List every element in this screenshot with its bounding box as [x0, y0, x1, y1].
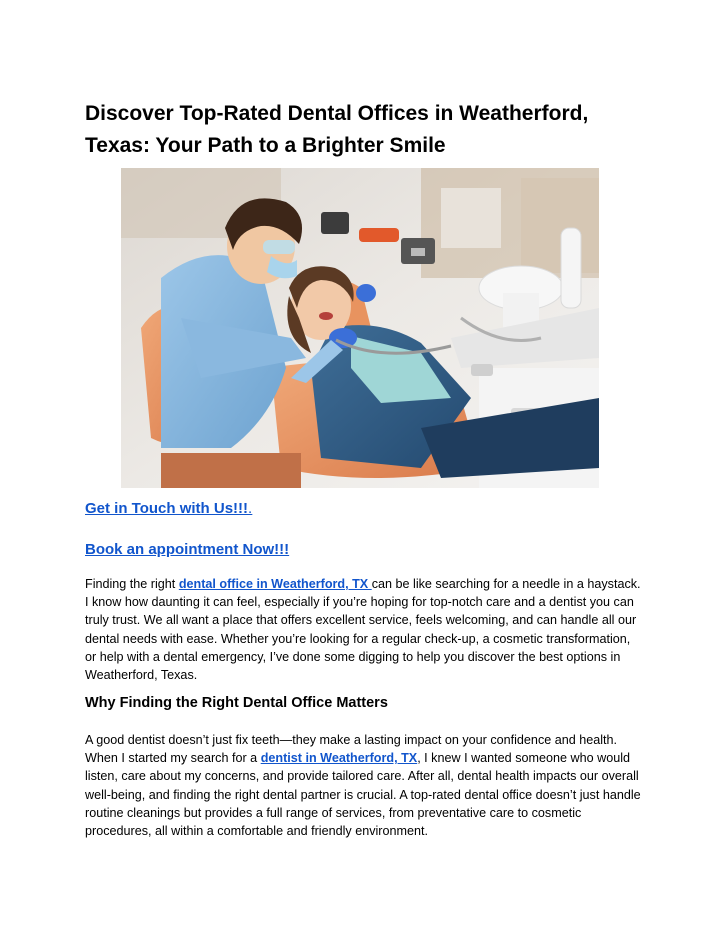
book-appointment-link[interactable]: Book an appointment Now!!! [85, 541, 290, 558]
section-paragraph: A good dentist doesn’t just fix teeth—they make a lasting impact on your confidence and health. When I started my search for a dentist in Weatherford, TX, I knew I wanted someone who would listen, care about my concerns, and provide tailored care. After all, dental health impacts our overall well-being, and finding the right dental partner is crucial. A top-rated dental office doesn’t just handle routine cleanings but provides a full range of services, from preventative care to cosmetic procedures, all within a comfortable and friendly environment. [85, 733, 641, 839]
section-heading: Why Finding the Right Dental Office Matters [85, 695, 388, 711]
dentist-patient-photo [121, 168, 599, 488]
page-title: Discover Top-Rated Dental Offices in Weatherford, Texas: Your Path to a Brighter Smile [85, 102, 589, 157]
dental-office-link[interactable]: dental office in Weatherford, TX [178, 577, 372, 591]
contact-link[interactable]: Get in Touch with Us!!!. [85, 500, 253, 517]
intro-paragraph: Finding the right dental office in Weatherford, TX can be like searching for a needle in a haystack. I know how daunting it can feel, especially if you’re hoping for top-notch care and a dentist you can truly trust. We all want a place that offers excellent service, feels welcoming, and can handle all our dental needs with ease. Whether you’re looking for a regular check-up, a cosmetic transformation, or help with a dental emergency, I’ve done some digging to help you discover the best options in Weatherford, Texas. [85, 577, 641, 683]
dentist-link[interactable]: dentist in Weatherford, TX [260, 751, 418, 766]
